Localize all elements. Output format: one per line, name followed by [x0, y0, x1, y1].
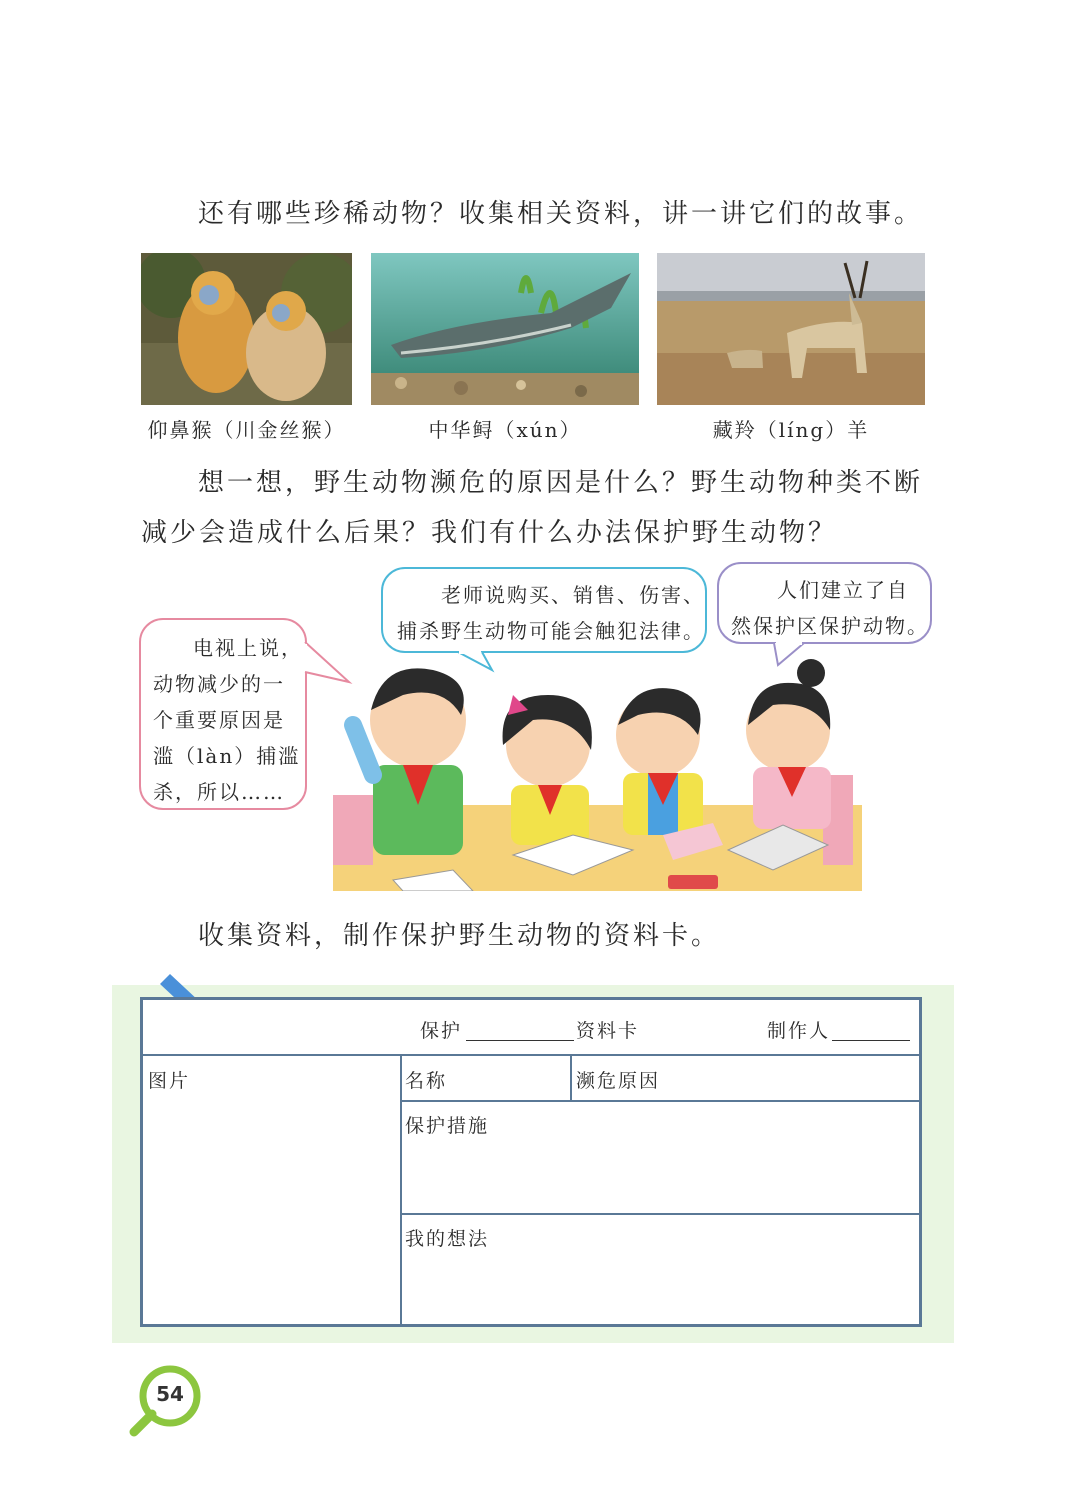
card-reason-label: 濒危原因	[576, 1070, 661, 1092]
question-line-1: 想一想，野生动物濒危的原因是什么？野生动物种类不断	[198, 468, 924, 498]
caption-monkey: 仰鼻猴（川金丝猴）	[147, 418, 346, 442]
card-divider	[142, 1054, 920, 1056]
card-divider	[400, 1213, 920, 1215]
wildlife-info-card	[140, 997, 922, 1327]
bubble-middle-line: 老师说购买、销售、伤害、	[441, 583, 705, 607]
bubble-right-line: 人们建立了自	[777, 578, 909, 602]
bubble-middle-line: 捕杀野生动物可能会触犯法律。	[397, 619, 705, 643]
bubble-left-line: 滥（làn）捕滥	[153, 744, 301, 768]
speech-bubble-middle	[381, 567, 707, 653]
card-divider	[400, 1100, 920, 1102]
caption-antelope: 藏羚（líng）羊	[712, 418, 870, 442]
speech-bubble-left	[139, 618, 307, 810]
photo-tibetan-antelope	[657, 253, 925, 405]
maker-blank[interactable]	[832, 1040, 910, 1041]
card-protect-label: 保护	[420, 1020, 463, 1042]
card-maker-label: 制作人	[767, 1020, 831, 1042]
instruction-rare-animals: 还有哪些珍稀动物？收集相关资料，讲一讲它们的故事。	[198, 199, 924, 229]
bubble-left-line: 杀，所以……	[153, 780, 285, 804]
photo-chinese-sturgeon	[371, 253, 639, 405]
bubble-left-line: 动物减少的一	[153, 672, 285, 696]
card-measures-label: 保护措施	[405, 1115, 490, 1137]
protect-blank[interactable]	[466, 1040, 574, 1041]
card-name-label: 名称	[405, 1070, 448, 1092]
photo-snub-nosed-monkey	[141, 253, 352, 405]
bubble-left-line: 电视上说，	[193, 636, 303, 660]
card-thoughts-label: 我的想法	[405, 1228, 490, 1250]
card-divider	[570, 1054, 572, 1101]
caption-sturgeon: 中华鲟（xún）	[428, 418, 582, 442]
card-title-label: 资料卡	[576, 1020, 640, 1042]
illustration-children-discussing	[333, 655, 862, 891]
page-number: 54	[156, 1382, 184, 1406]
card-divider	[400, 1054, 402, 1325]
bubble-left-line: 个重要原因是	[153, 708, 285, 732]
speech-bubble-right	[717, 562, 932, 644]
card-picture-label: 图片	[148, 1070, 191, 1092]
question-line-2: 减少会造成什么后果？我们有什么办法保护野生动物？	[141, 518, 838, 548]
instruction-make-card: 收集资料，制作保护野生动物的资料卡。	[198, 921, 721, 951]
bubble-right-line: 然保护区保护动物。	[731, 614, 929, 638]
